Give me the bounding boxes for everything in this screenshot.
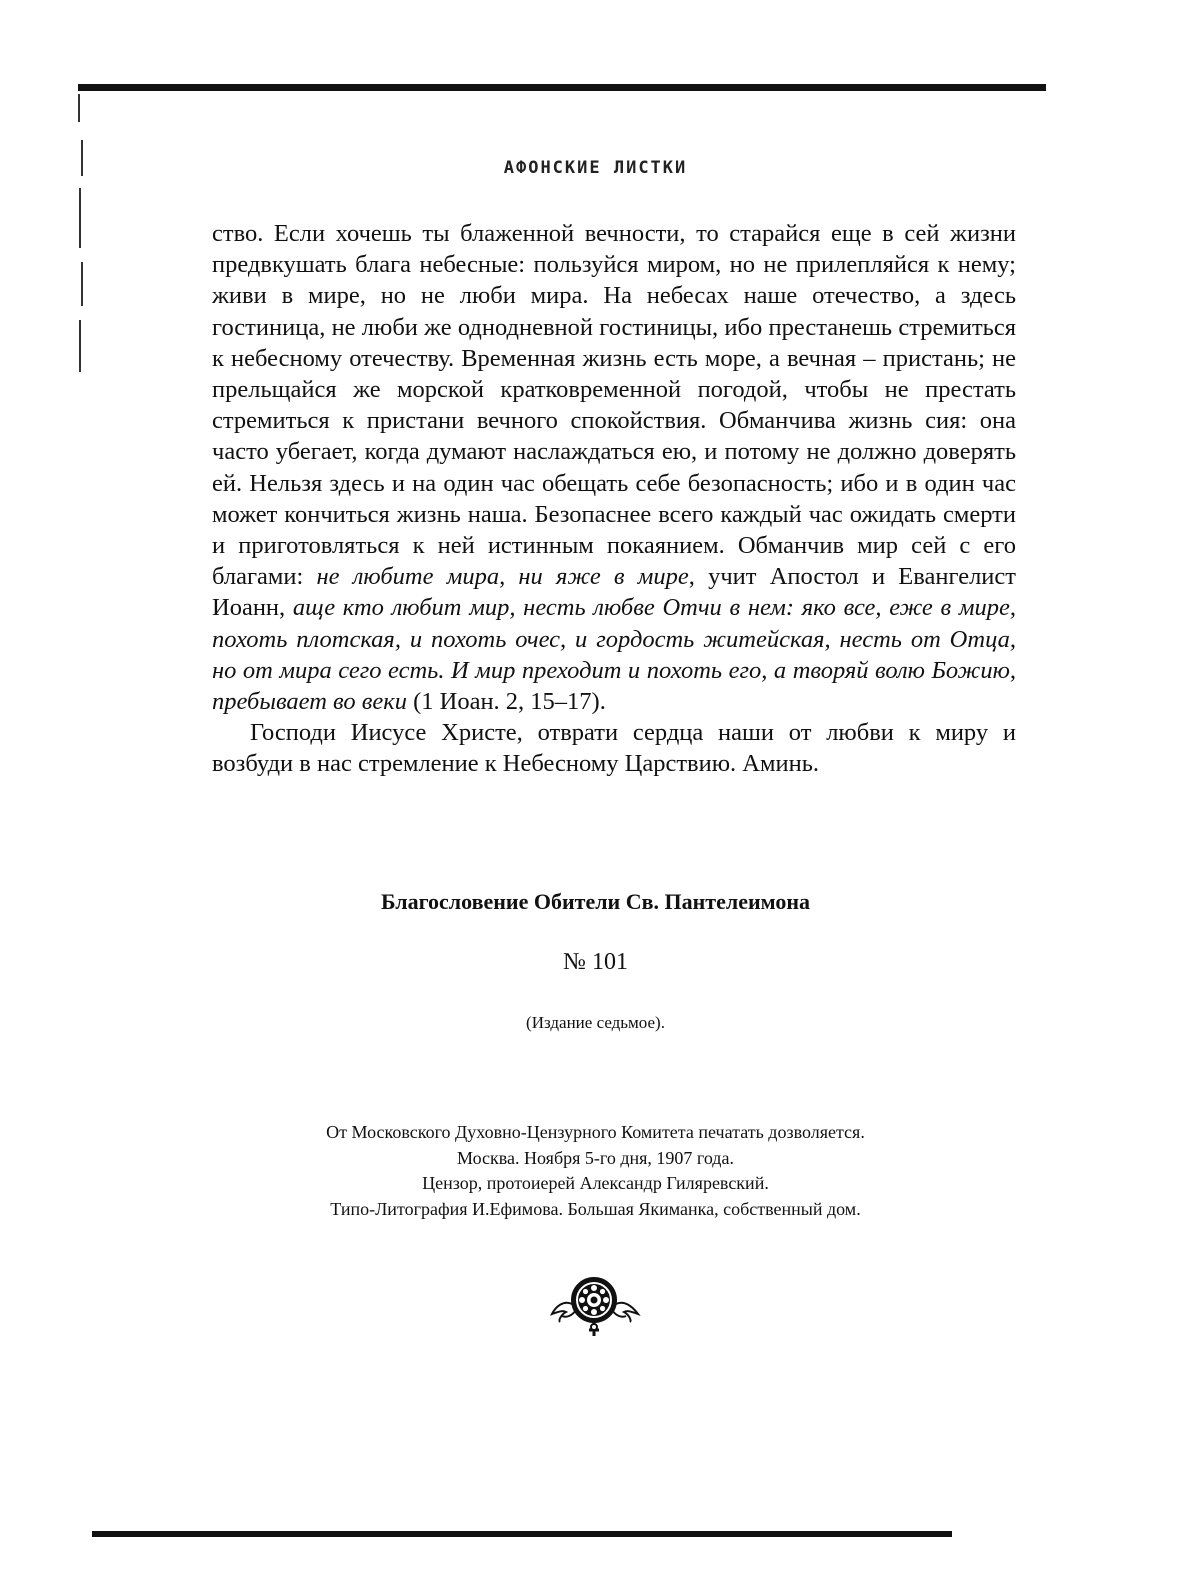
imprint-line: Цензор, протоиерей Александр Гиляревский.: [422, 1173, 769, 1193]
imprint-line: Москва. Ноября 5-го дня, 1907 года.: [457, 1147, 734, 1168]
edition-note: (Издание седьмое).: [526, 1013, 665, 1032]
imprint-line: Типо-Литография И.Ефимова. Большая Якиманка, собственный дом.: [330, 1198, 861, 1219]
text-segment: , учит Апостол и Евангелист Иоанн,: [212, 563, 1016, 622]
text-segment: ство. Если хочешь ты блаженной вечности, то старайся еще в сей жизни предвкушать блага небесные: пользуйся миром, но не прилепляйся к нему; живи в мире, но не люби мира. На небесах наше отечество, а здесь гостиница, не люби же однодневной гостиницы, ибо престанешь стремиться к небесному отечеству. Временная жизнь есть море, а вечная – пристань; не прельщайся же морской кратковременной погодой, чтобы не престать стремиться к пристани вечного спокойствия. Обманчива жизнь сия: она часто убегает, когда думают наслаждаться ею, и потому не должно доверять ей. Нельзя здесь и на один час обещать себе безопасность; ибо и в один час может кончиться жизнь наша. Безопаснее всего каждый час ожидать смерти и приготовляться к ней истинным покаянием. Обманчив мир сей с его благами:: [212, 220, 1016, 591]
bottom-rule: [92, 1531, 952, 1537]
text-segment: (1 Иоан. 2, 15–17).: [406, 688, 606, 716]
scripture-quote-segment: не любите мира, ни яже в мире: [316, 563, 689, 591]
running-title: АФОНСКИЕ ЛИСТКИ: [503, 158, 688, 178]
censorship-imprint: [0, 1120, 1191, 1222]
scripture-quote-segment: аще кто любит мир, несть любве Отчи в нем: яко все, еже в мире, похоть плотская, и похоть очес, и гордость житейская, несть от Отца, но от мира сего есть. И мир преходит и похоть его, а творяй волю Божию, пребывает во веки: [212, 594, 1016, 716]
margin-scan-marks: [78, 92, 88, 382]
body-paragraph: [212, 218, 1016, 717]
blessing-line: Благословение Обители Св. Пантелеимона: [380, 889, 811, 914]
prayer-paragraph: Господи Иисусе Христе, отврати сердца наши от любви к миру и возбуди в нас стремление к Небесному Царствию. Аминь.: [212, 719, 1016, 778]
imprint-line: От Московского Духовно-Цензурного Комитета печатать дозволяется.: [326, 1122, 865, 1142]
issue-number: № 101: [563, 949, 628, 975]
rosette-cross-ornament-icon: [548, 1270, 644, 1344]
top-rule: [78, 84, 1046, 91]
main-text: [212, 218, 1016, 780]
